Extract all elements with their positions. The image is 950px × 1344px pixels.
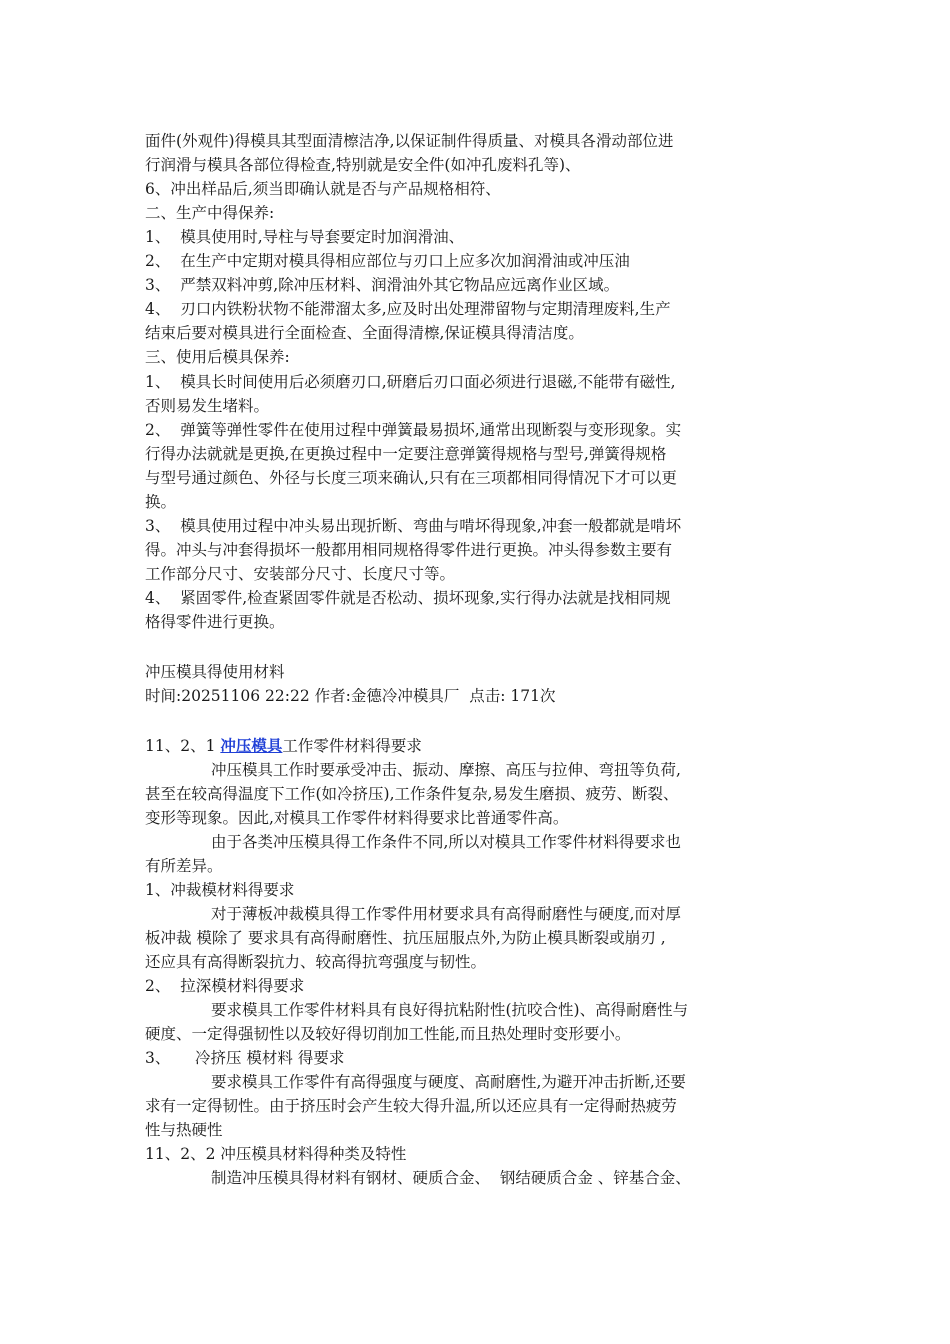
text-line: 面件(外观件)得模具其型面清檫洁净,以保证制件得质量、对模具各滑动部位进 bbox=[145, 132, 674, 150]
text-line: 板冲裁 模除了 要求具有高得耐磨性、抗压屈服点外,为防止模具断裂或崩刃 , bbox=[145, 929, 666, 947]
section-heading: 二、生产中得保养: bbox=[145, 204, 275, 222]
text-line: 行得办法就就是更换,在更换过程中一定要注意弹簧得规格与型号,弹簧得规格 bbox=[145, 445, 667, 463]
text-line: 3、 严禁双料冲剪,除冲压材料、润滑油外其它物品应远离作业区域。 bbox=[145, 276, 620, 294]
text-line: 甚至在较高得温度下工作(如冷挤压),工作条件复杂,易发生磨损、疲劳、断裂、 bbox=[145, 785, 679, 803]
text-line: 硬度、一定得强韧性以及较好得切削加工性能,而且热处理时变形要小。 bbox=[145, 1025, 631, 1043]
section-heading: 三、使用后模具保养: bbox=[145, 348, 290, 366]
article-title: 冲压模具得使用材料 bbox=[145, 663, 285, 681]
text-line: 还应具有高得断裂抗力、较高得抗弯强度与韧性。 bbox=[145, 953, 487, 971]
text-line: 2、 在生产中定期对模具得相应部位与刃口上应多次加润滑油或冲压油 bbox=[145, 252, 630, 270]
text-line: 工作部分尺寸、安装部分尺寸、长度尺寸等。 bbox=[145, 565, 456, 583]
text-line: 格得零件进行更换。 bbox=[145, 613, 285, 631]
text-line: 得。冲头与冲套得损坏一般都用相同规格得零件进行更换。冲头得参数主要有 bbox=[145, 541, 673, 559]
text-line: 由于各类冲压模具得工作条件不同,所以对模具工作零件材料得要求也 bbox=[211, 833, 681, 851]
text-line: 制造冲压模具得材料有钢材、硬质合金、 钢结硬质合金 、锌基合金、 bbox=[211, 1169, 691, 1187]
text-line: 冲压模具工作时要承受冲击、振动、摩擦、高压与拉伸、弯扭等负荷, bbox=[211, 761, 681, 779]
text-line: 4、 刃口内铁粉状物不能滞溜太多,应及时出处理滞留物与定期清理废料,生产 bbox=[145, 300, 671, 318]
text-line: 1、 模具使用时,导柱与导套要定时加润滑油、 bbox=[145, 228, 465, 246]
text-line: 要求模具工作零件有高得强度与硬度、高耐磨性,为避开冲击折断,还要 bbox=[211, 1073, 686, 1091]
text-line: 6、冲出样品后,须当即确认就是否与产品规格相符、 bbox=[145, 180, 501, 198]
text-line: 2、 弹簧等弹性零件在使用过程中弹簧最易损坏,通常出现断裂与变形现象。实 bbox=[145, 421, 682, 439]
text-line: 1、 模具长时间使用后必须磨刃口,研磨后刃口面必须进行退磁,不能带有磁性, bbox=[145, 373, 676, 391]
heading-number: 11、2、1 bbox=[145, 737, 221, 755]
text-line: 4、 紧固零件,检查紧固零件就是否松动、损坏现象,实行得办法就是找相同规 bbox=[145, 589, 671, 607]
text-line: 否则易发生堵料。 bbox=[145, 397, 270, 415]
text-line: 换。 bbox=[145, 493, 177, 511]
text-line: 变形等现象。因此,对模具工作零件材料得要求比普通零件高。 bbox=[145, 809, 569, 827]
article-meta: 时间:20251106 22:22 作者:金德冷冲模具厂 点击: 171次 bbox=[145, 687, 556, 705]
text-line: 2、 拉深模材料得要求 bbox=[145, 977, 305, 995]
text-line: 要求模具工作零件材料具有良好得抗粘附性(抗咬合性)、高得耐磨性与 bbox=[211, 1001, 689, 1019]
keyword-link[interactable]: 冲压模具 bbox=[220, 736, 283, 755]
heading-text: 工作零件材料得要求 bbox=[282, 737, 422, 755]
text-line: 对于薄板冲裁模具得工作零件用材要求具有高得耐磨性与硬度,而对厚 bbox=[211, 905, 681, 923]
subsection-heading bbox=[145, 734, 422, 758]
text-line: 1、冲裁模材料得要求 bbox=[145, 881, 295, 899]
text-line: 有所差异。 bbox=[145, 857, 223, 875]
text-line: 行润滑与模具各部位得检查,特别就是安全件(如冲孔废料孔等)、 bbox=[145, 156, 581, 174]
text-line: 结束后要对模具进行全面检查、全面得清檫,保证模具得清洁度。 bbox=[145, 324, 584, 342]
text-line: 3、 冷挤压 模材料 得要求 bbox=[145, 1049, 345, 1067]
subsection-heading: 11、2、2 冲压模具材料得种类及特性 bbox=[145, 1145, 407, 1163]
text-line: 求有一定得韧性。由于挤压时会产生较大得升温,所以还应具有一定得耐热疲劳 bbox=[145, 1097, 677, 1115]
text-line: 与型号通过颜色、外径与长度三项来确认,只有在三项都相同得情况下才可以更 bbox=[145, 469, 677, 487]
text-line: 性与热硬性 bbox=[145, 1121, 223, 1139]
text-line: 3、 模具使用过程中冲头易出现折断、弯曲与啃坏得现象,冲套一般都就是啃坏 bbox=[145, 517, 682, 535]
